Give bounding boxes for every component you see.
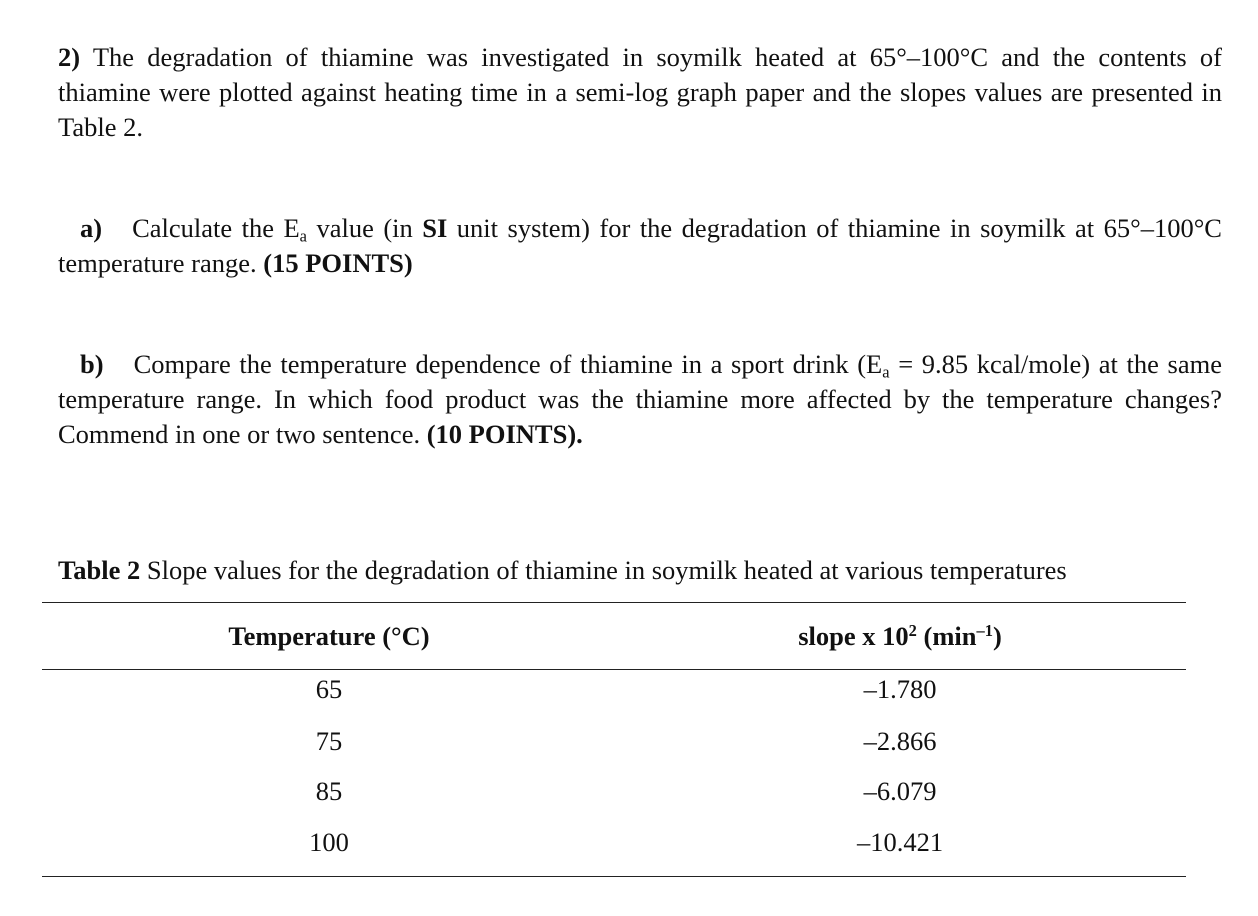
- table-cell-temperature: 65: [315, 674, 343, 704]
- part-a-text-1: Calculate the E: [132, 213, 300, 243]
- table-cell-slope: –1.780: [863, 674, 937, 704]
- table-cell-temperature: 85: [315, 776, 343, 806]
- part-a-text-3: unit system) for the degradation of thiamine in soymilk at 65°–100°C temperature range.: [58, 213, 1222, 278]
- table-caption: [58, 553, 1067, 588]
- question-2-text: The degradation of thiamine was investigated in soymilk heated at 65°–100°C and the contents of thiamine were plotted against heating time in a semi-log graph paper and the slopes values are presented in Table 2.: [58, 42, 1222, 142]
- part-a-points: (15 POINTS): [263, 248, 413, 278]
- part-a-label: a): [80, 213, 103, 243]
- part-b-label: b): [80, 349, 104, 379]
- table-cell-slope: –6.079: [863, 776, 937, 806]
- slope-header-superscript-2: –1: [976, 620, 993, 640]
- part-a-paragraph: [58, 211, 1222, 281]
- part-a-si: SI: [422, 213, 448, 243]
- table-cell-slope: –10.421: [856, 827, 944, 857]
- part-a-subscript: a: [299, 226, 307, 246]
- slope-header-superscript: 2: [908, 620, 917, 640]
- question-number: 2): [58, 42, 81, 72]
- slope-header-text-3: ): [992, 621, 1002, 651]
- part-a-text-2: value (in: [306, 213, 423, 243]
- table-header-slope: [700, 619, 1100, 654]
- table-caption-label: Table 2: [58, 555, 141, 585]
- slope-header-text-2: (min: [916, 621, 977, 651]
- slope-header-text-1: slope x 10: [798, 621, 909, 651]
- table-header-rule: [42, 669, 1186, 670]
- part-b-text-2: = 9.85 kcal/mole) at the same temperature range. In which food product was the thiamine more affected by the temperature changes? Commend in one or two sentence.: [58, 349, 1222, 449]
- table-cell-temperature: 100: [309, 827, 349, 857]
- part-b-points: (10 POINTS).: [426, 419, 583, 449]
- table-cell-slope: –2.866: [863, 726, 937, 756]
- part-b-subscript: a: [882, 362, 890, 382]
- part-b-paragraph: [58, 347, 1222, 452]
- question-2-paragraph: [58, 40, 1222, 145]
- table-bottom-rule: [42, 876, 1186, 877]
- table-top-rule: [42, 602, 1186, 603]
- table-caption-text: Slope values for the degradation of thiamine in soymilk heated at various temperatures: [140, 555, 1067, 585]
- part-b-text-1: Compare the temperature dependence of thiamine in a sport drink (E: [133, 349, 883, 379]
- table-cell-temperature: 75: [315, 726, 343, 756]
- table-header-temperature: Temperature (°C): [228, 621, 430, 651]
